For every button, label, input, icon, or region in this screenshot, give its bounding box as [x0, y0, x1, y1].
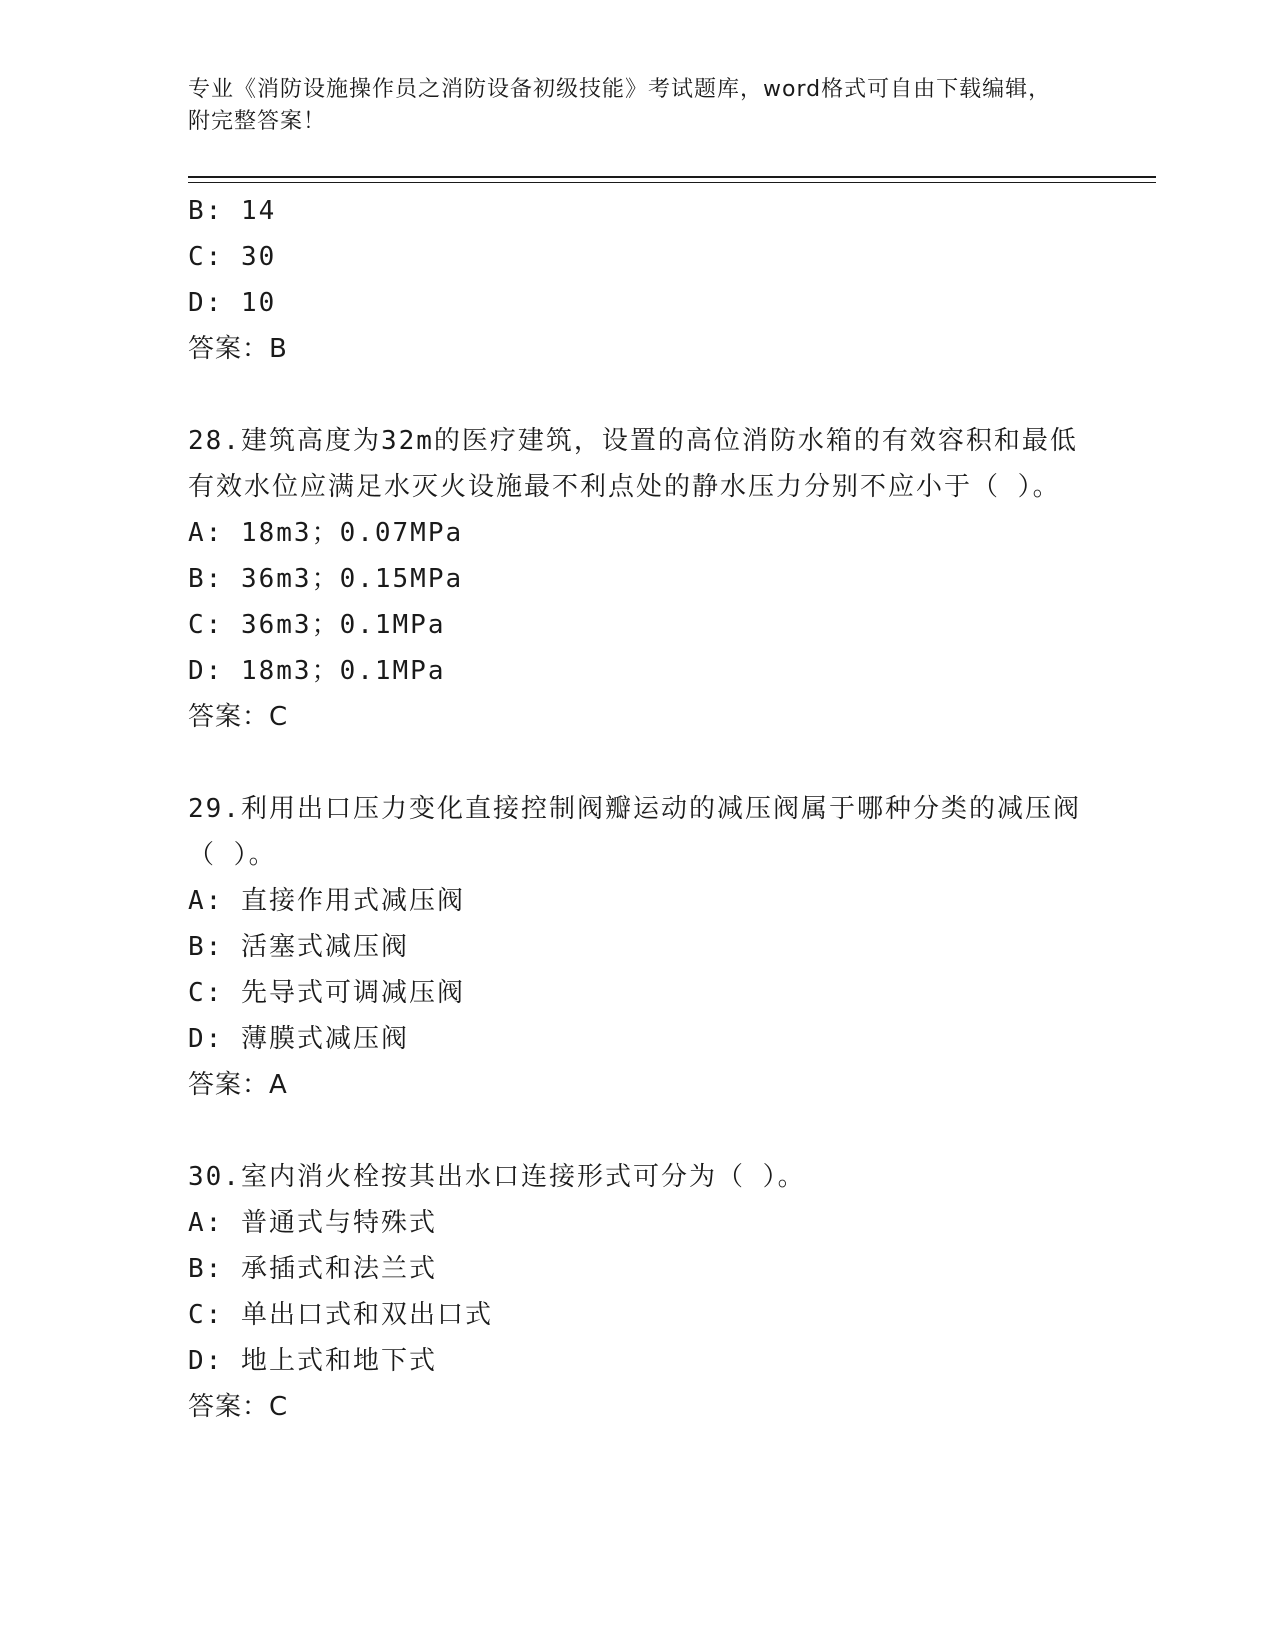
- answer: 答案：C: [188, 702, 289, 732]
- option-a: A: 直接作用式减压阀: [188, 886, 465, 916]
- header-rule-thin: [188, 182, 1156, 183]
- question-text: 28.建筑高度为32m的医疗建筑，设置的高位消防水箱的有效容积和最低有效水位应满足水灭火设施最不利点处的静水压力分别不应小于（ ）。: [188, 426, 1078, 502]
- answer: 答案：A: [188, 1070, 288, 1100]
- option-d: D: 10: [188, 288, 277, 318]
- option-b: B: 14: [188, 196, 277, 226]
- option-d: D: 地上式和地下式: [188, 1346, 437, 1376]
- answer: 答案：B: [188, 334, 288, 364]
- question-list: [188, 188, 1088, 1430]
- question-block-28: [188, 418, 1088, 740]
- option-a: A: 普通式与特殊式: [188, 1208, 437, 1238]
- question-block-29: [188, 786, 1088, 1108]
- option-c: C: 先导式可调减压阀: [188, 978, 465, 1008]
- option-d: D: 薄膜式减压阀: [188, 1024, 409, 1054]
- question-text: 30.室内消火栓按其出水口连接形式可分为（ ）。: [188, 1162, 806, 1192]
- question-block-27: [188, 188, 1088, 372]
- option-a: A: 18m3；0.07MPa: [188, 518, 464, 548]
- spacer: [188, 372, 1088, 418]
- spacer: [188, 1108, 1088, 1154]
- option-c: C: 36m3；0.1MPa: [188, 610, 446, 640]
- spacer: [188, 740, 1088, 786]
- header-rule: [188, 176, 1156, 178]
- question-text: 29.利用出口压力变化直接控制阀瓣运动的减压阀属于哪种分类的减压阀（ ）。: [188, 794, 1081, 870]
- answer: 答案：C: [188, 1392, 289, 1422]
- question-block-30: [188, 1154, 1088, 1430]
- page-header: 专业《消防设施操作员之消防设备初级技能》考试题库，word格式可自由下载编辑，附完整答案！: [188, 77, 1052, 134]
- option-b: B: 36m3；0.15MPa: [188, 564, 464, 594]
- option-b: B: 活塞式减压阀: [188, 932, 409, 962]
- option-c: C: 单出口式和双出口式: [188, 1300, 493, 1330]
- option-d: D: 18m3；0.1MPa: [188, 656, 446, 686]
- option-c: C: 30: [188, 242, 277, 272]
- option-b: B: 承插式和法兰式: [188, 1254, 437, 1284]
